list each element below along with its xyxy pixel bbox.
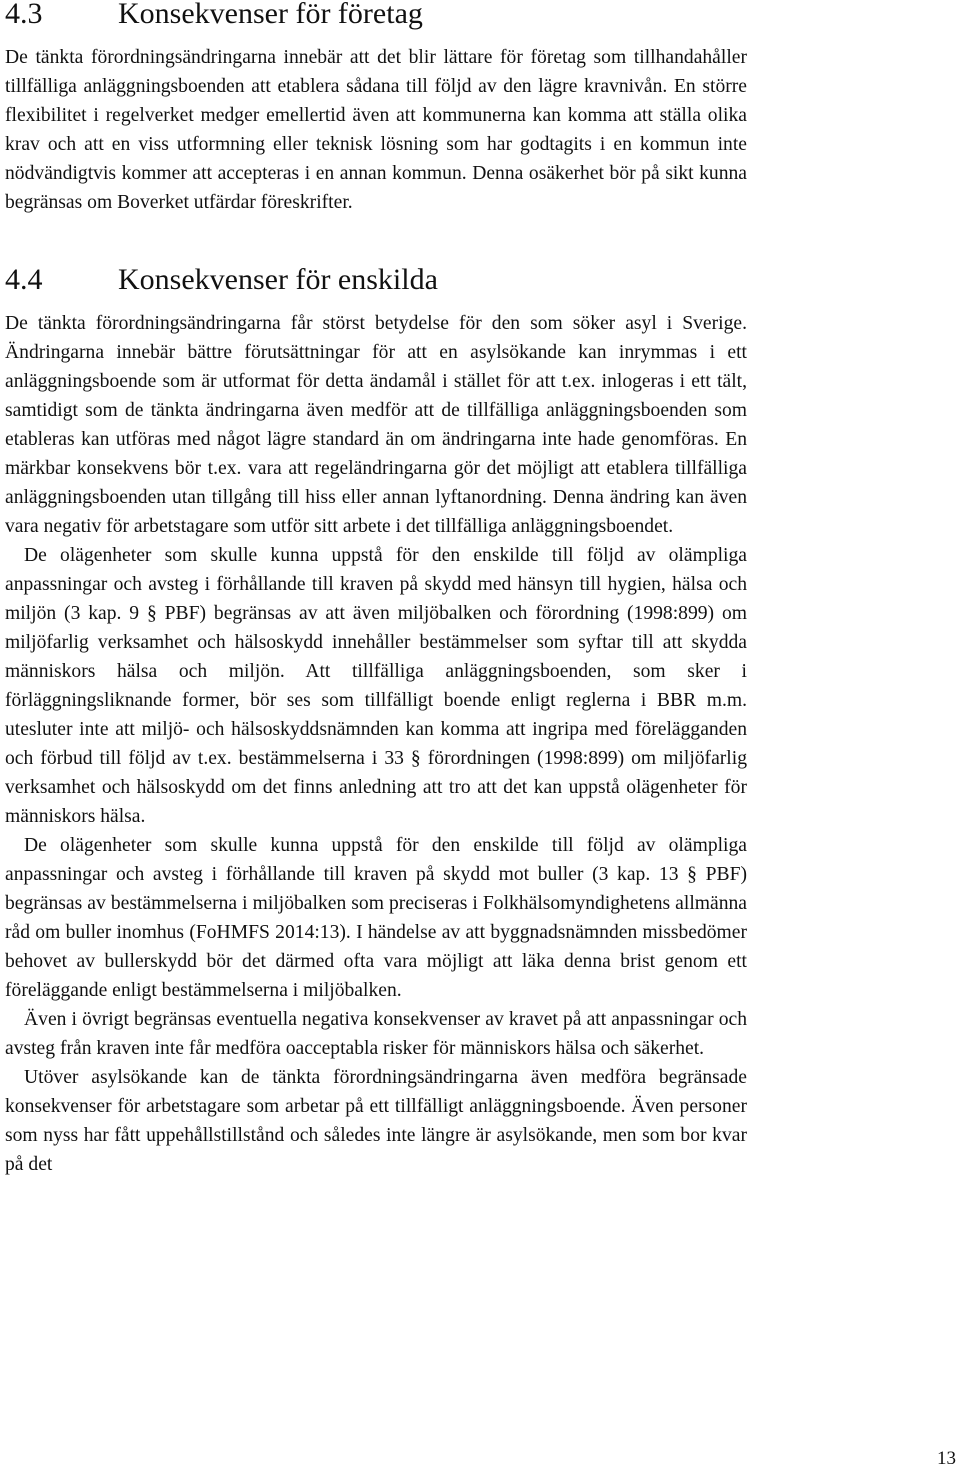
section-title: Konsekvenser för enskilda — [118, 263, 438, 296]
section-title: Konsekvenser för företag — [118, 0, 423, 30]
document-page — [5, 0, 747, 1179]
body-paragraph: De tänkta förordningsändringarna får störst betydelse för den som söker asyl i Sverige. Ändringarna innebär bättre förutsättningar för att en asylsökande kan inrymmas i ett anläggningsboende som är utformat för detta ändamål i stället för att t.ex. inlogeras i ett tält, samtidigt som de tänkta ändringarna även medför att de tillfälliga anläggningsboenden som etableras kan utföras med något lägre standard än om ändringarna inte hade genomföras. En märkbar konsekvens bör t.ex. vara att regeländringarna gör det möjligt att etablera tillfälliga anläggningsboenden utan tillgång till hiss eller annan lyftanordning. Denna ändring kan även vara negativ för arbetstagare som utför sitt arbete i det tillfälliga anläggningsboendet. — [5, 313, 747, 537]
page-number: 13 — [937, 1448, 956, 1469]
body-paragraph: Även i övrigt begränsas eventuella negativa konsekvenser av kravet på att anpassningar och avsteg från kraven inte får medföra oacceptabla risker för människors hälsa och säkerhet. — [5, 1009, 747, 1059]
body-paragraph: Utöver asylsökande kan de tänkta förordningsändringarna även medföra begränsade konsekvenser för arbetstagare som arbetar på ett tillfälligt anläggningsboende. Även personer som nyss har fått uppehållstillstånd och således inte längre är asylsökande, men som bor kvar på det — [5, 1067, 747, 1175]
body-paragraph: De olägenheter som skulle kunna uppstå för den enskilde till följd av olämpliga anpassningar och avsteg i förhållande till kraven på skydd med hänsyn till hygien, hälsa och miljön (3 kap. 9 § PBF) begränsas av att även miljöbalken och förordning (1998:899) om miljöfarlig verksamhet och hälsoskydd innehåller bestämmelser som syftar till att skydda människors hälsa och miljön. Att tillfälliga anläggningsboenden, som sker i förläggningsliknande former, bör ses som tillfälligt boende enligt reglerna i BBR m.m. utesluter inte att miljö- och hälsoskyddsnämnden kan komma att ingripa med förelägganden och förbud till följd av t.ex. bestämmelserna i 33 § förordningen (1998:899) om miljöfarlig verksamhet och hälsoskydd om det finns anledning att tro att det kan uppstå olägenheter för människors hälsa. — [5, 545, 747, 827]
section-number: 4.4 — [5, 263, 43, 296]
section-number: 4.3 — [5, 0, 43, 30]
body-paragraph: De olägenheter som skulle kunna uppstå för den enskilde till följd av olämpliga anpassningar och avsteg i förhållande till kraven på skydd mot buller (3 kap. 13 § PBF) begränsas av bestämmelserna i miljöbalken som preciseras i Folkhälsomyndighetens allmänna råd om buller inomhus (FoHMFS 2014:13). I händelse av att byggnadsnämnden missbedömer behovet av bullerskydd bör det därmed ofta vara möjligt att läka denna brist genom ett föreläggande enligt bestämmelserna i miljöbalken. — [5, 835, 747, 1001]
body-paragraph: De tänkta förordningsändringarna innebär att det blir lättare för företag som tillhandahåller tillfälliga anläggningsboenden att etablera sådana till följd av den lägre kravnivån. En större flexibilitet i regelverket medger emellertid även att kommunerna kan komma att ställa olika krav och att en viss utformning eller teknisk lösning som har godtagits i en kommun inte nödvändigtvis kommer att accepteras i en annan kommun. Denna osäkerhet bör på sikt kunna begränsas om Boverket utfärdar föreskrifter. — [5, 47, 747, 213]
section-heading-4-3 — [5, 0, 747, 31]
section-heading-4-4 — [5, 263, 747, 297]
